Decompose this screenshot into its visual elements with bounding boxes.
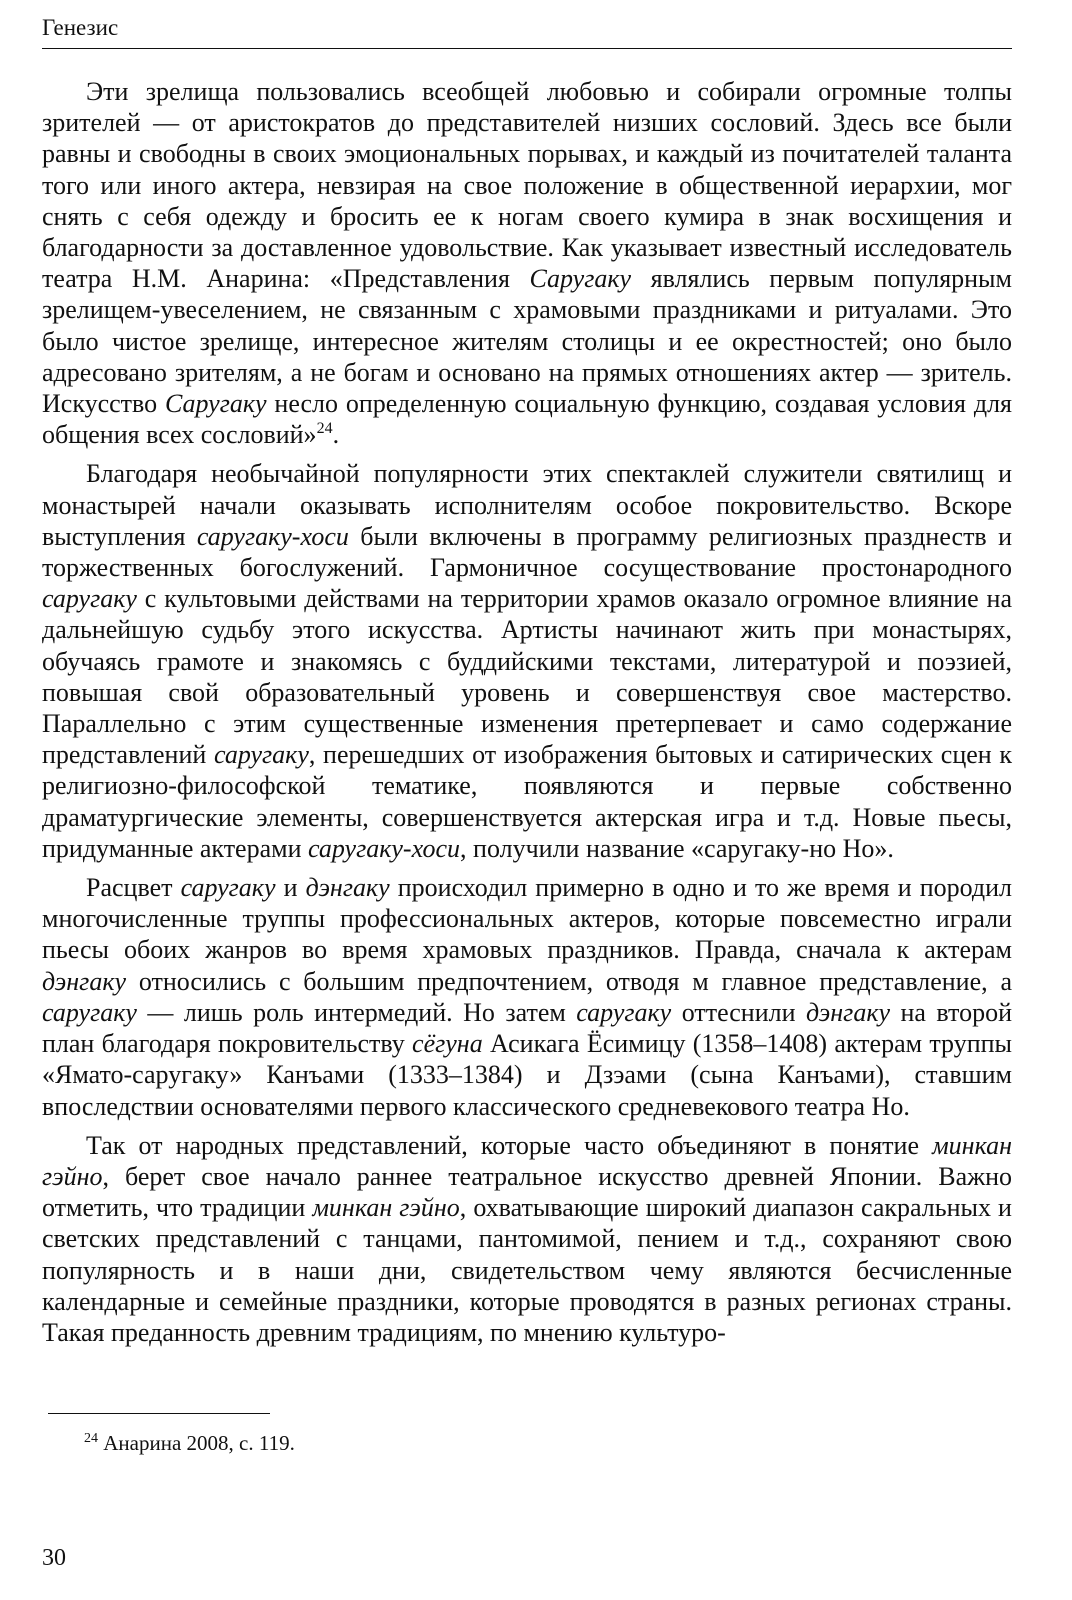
- text-run: , берет свое начало раннее театральное искусство древней Японии. Важно отметить, что традиции: [42, 1161, 1012, 1223]
- text-run: .: [332, 420, 340, 450]
- footnote-rule: [48, 1413, 270, 1414]
- text-run: Эти зрелища пользовались всеобщей любовью и собирали огромные толпы зрителей — от аристократов до представителей низших сословий. Здесь все были равны и свободны в своих эмоциональных порывах, и каждый из почитателей таланта того или иного актера, невзирая на свое положение в общественной иерархии, мог снять с себя одежду и бросить ее к ногам своего кумира в знак восхищения и благодарности за доставленное удовольствие. Как указывает известный исследователь театра Н.М. Анарина: «Представления: [42, 77, 1012, 294]
- footnote-text: Анарина 2008, с. 119.: [103, 1431, 295, 1455]
- text-run: Так от народных представлений, которые часто объединяют в понятие: [86, 1130, 933, 1160]
- italic-term: минкан гэйно: [312, 1193, 460, 1223]
- page-number: 30: [42, 1545, 66, 1571]
- book-page: [42, 0, 1012, 1600]
- footnote-ref: 24: [316, 420, 333, 438]
- text-run: относились с большим предпочтением, отводя м главное представление, а: [126, 966, 1012, 996]
- text-run: на второй план благодаря покровительству: [42, 997, 1012, 1059]
- body-text: [42, 76, 1012, 1348]
- text-run: и: [275, 873, 306, 903]
- text-run: , перешедших от изображения бытовых и сатирических сцен к религиозно-философской тематике, появляются и первые собственно драматургические элементы, совершенствуется актерская игра и т.д. Новые пьесы, придуманные актерами: [42, 740, 1012, 863]
- italic-term: дэнгаку: [806, 997, 891, 1027]
- paragraph: [42, 1130, 1012, 1348]
- italic-term: саругаку: [42, 997, 137, 1027]
- footnote-marker: 24: [84, 1431, 98, 1446]
- italic-term: минкан гэйно: [42, 1130, 1012, 1191]
- running-header: Генезис: [42, 15, 119, 40]
- italic-term: саругаку: [213, 740, 309, 770]
- italic-term: саругаку-хоси: [196, 521, 349, 551]
- text-run: Асикага Ёсимицу (1358–1408) актерам труппы «Ямато-саругаку» Канъами (1333–1384) и Дзэами (сына Канъами), ставшим впоследствии основателями первого классического средневекового театра Но.: [42, 1029, 1012, 1121]
- text-run: , получили название «саругаку-но Но».: [460, 833, 894, 863]
- paragraph: [42, 872, 1012, 1122]
- italic-term: саругаку: [576, 997, 672, 1027]
- text-run: происходил примерно в одно и то же время и породил многочисленные труппы профессиональных актеров, которые повсеместно играли пьесы обоих жанров во время храмовых праздников. Правда, сначала к актерам: [42, 873, 1013, 965]
- text-run: , охватывающие широкий диапазон сакральных и светских представлений с танцами, пантомимой, пением и т.д., сохраняют свою популярность и в наши дни, свидетельством чему являются бесчисленные календарные и семейные праздники, которые проводятся в разных регионах страны. Такая преданность древним традициям, по мнению культуро-: [42, 1193, 1012, 1347]
- italic-term: дэнгаку: [305, 873, 390, 903]
- text-run: несло определенную социальную функцию, создавая условия для общения всех сословий»: [42, 389, 1012, 450]
- italic-term: саругаку: [180, 873, 276, 903]
- text-run: Расцвет: [86, 873, 181, 903]
- text-run: являлись первым популярным зрелищем-увеселением, не связанным с храмовыми праздниками и ритуалами. Это было чистое зрелище, интересное жителям столицы и ее окрестностей; оно было адресовано зрителям, а не богам и основано на прямых отношениях актер — зритель. Искусство: [42, 264, 1012, 419]
- italic-term: сёгуна: [412, 1029, 483, 1059]
- header-rule: [42, 48, 1012, 49]
- text-run: с культовыми действами на территории храмов оказало огромное влияние на дальнейшую судьбу этого искусства. Артисты начинают жить при монастырях, обучаясь грамоте и знакомясь с буддийскими текстами, литературой и поэзией, повышая свой образовательный уровень и совершенствуя свое мастерство. Параллельно с этим существенные изменения претерпевает и само содержание представлений: [42, 584, 1012, 770]
- italic-term: дэнгаку: [42, 966, 127, 996]
- text-run: были включены в программу религиозных празднеств и торжественных богослужений. Гармоничное сосуществование простонародного: [42, 521, 1012, 583]
- text-run: — лишь роль интермедий. Но затем: [136, 997, 577, 1027]
- italic-term: Саругаку: [529, 264, 632, 294]
- footnote: [84, 1430, 295, 1456]
- text-run: оттеснили: [671, 997, 806, 1027]
- paragraph: [42, 76, 1012, 450]
- paragraph: [42, 458, 1012, 864]
- italic-term: Саругаку: [164, 389, 267, 419]
- italic-term: саругаку-хоси: [308, 833, 461, 863]
- text-run: Благодаря необычайной популярности этих спектаклей служители святилищ и монастырей начали оказывать исполнителям особое покровительство. Вскоре выступления: [42, 459, 1012, 551]
- italic-term: саругаку: [42, 584, 137, 614]
